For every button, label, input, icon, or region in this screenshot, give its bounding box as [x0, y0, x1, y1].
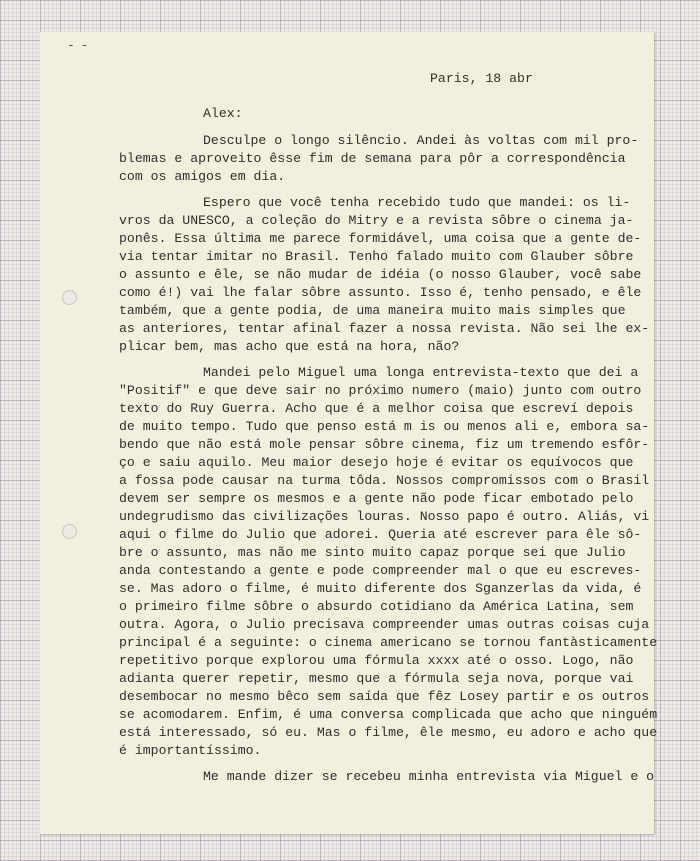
body-line: Mandei pelo Miguel uma longa entrevista-texto que dei a: [203, 365, 639, 380]
body-line: Desculpe o longo silêncio. Andei às voltas com mil pro-: [203, 133, 639, 148]
body-line: se acomodarem. Enfim, é uma conversa complicada que acho que ninguém: [119, 707, 658, 722]
body-line: undegrudismo das civilizações louras. Nosso papo é outro. Aliás, vi: [119, 509, 650, 524]
body-line: vros da UNESCO, a coleção do Mitry e a revista sôbre o cinema ja-: [119, 213, 634, 228]
body-line: devem ser sempre os mesmos e a gente não pode ficar embotado pelo: [119, 491, 634, 506]
body-line: ponês. Essa última me parece formidável, uma coisa que a gente de-: [119, 231, 642, 246]
body-line: bendo que não está mole pensar sôbre cinema, fiz um tremendo esfôr-: [119, 437, 650, 452]
body-line: bre o assunto, mas não me sinto muito capaz porque sei que Julio: [119, 545, 626, 560]
margin-mark: - -: [67, 38, 88, 53]
body-line: está interessado, só eu. Mas o filme, êle mesmo, eu adoro e acho que: [119, 725, 658, 740]
punch-hole: [62, 290, 77, 305]
body-line: também, que a gente podia, de uma maneira muito mais simples que: [119, 303, 626, 318]
body-line: principal é a seguinte: o cinema americano se tornou fantàsticamente: [119, 635, 658, 650]
body-line: Espero que você tenha recebido tudo que mandei: os li-: [203, 195, 631, 210]
body-line: adianta querer repetir, mesmo que a fórmula seja nova, porque vai: [119, 671, 634, 686]
body-line: "Positif" e que deve sair no próximo numero (maio) junto com outro: [119, 383, 642, 398]
body-line: o assunto e êle, se não mudar de idéia (o nosso Glauber, você sabe: [119, 267, 642, 282]
body-line: é importantíssimo.: [119, 743, 262, 758]
letter-date: Paris, 18 abr: [430, 71, 533, 86]
body-line: repetitivo porque explorou uma fórmula xxxx até o osso. Logo, não: [119, 653, 634, 668]
body-line: se. Mas adoro o filme, é muito diferente dos Sganzerlas da vida, é: [119, 581, 642, 596]
body-line: outra. Agora, o Julio precisava compreender umas outras coisas cuja: [119, 617, 650, 632]
body-line: a fossa pode causar na turma tôda. Nossos compromissos com o Brasil: [119, 473, 650, 488]
body-line: ço e saiu aquilo. Meu maior desejo hoje é evitar os equívocos que: [119, 455, 634, 470]
body-line: texto do Ruy Guerra. Acho que é a melhor coisa que escreví depois: [119, 401, 634, 416]
punch-hole: [62, 524, 77, 539]
body-line: com os amigos em dia.: [119, 169, 286, 184]
body-line: como é!) vai lhe falar sôbre assunto. Isso é, tenho pensado, e êle: [119, 285, 642, 300]
body-line: plicar bem, mas acho que está na hora, não?: [119, 339, 460, 354]
body-line: via tentar imitar no Brasil. Tenho falado muito com Glauber sôbre: [119, 249, 634, 264]
body-line: o primeiro filme sôbre o absurdo cotidiano da América Latina, sem: [119, 599, 634, 614]
body-line: aqui o filme do Julio que adorei. Queria até escrever para êle sô-: [119, 527, 642, 542]
body-line: blemas e aproveito êsse fim de semana para pôr a correspondência: [119, 151, 626, 166]
letter-greeting: Alex:: [203, 106, 243, 121]
body-line: de muito tempo. Tudo que penso está m is ou menos ali e, embora sa-: [119, 419, 650, 434]
body-line: anda contestando a gente e pode compreender mal o que eu escreves-: [119, 563, 642, 578]
body-line: desembocar no mesmo bêco sem saída que fêz Losey partir e os outros: [119, 689, 650, 704]
body-line: as anteriores, tentar afinal fazer a nossa revista. Não sei lhe ex-: [119, 321, 650, 336]
body-line: Me mande dizer se recebeu minha entrevista via Miguel e o: [203, 769, 655, 784]
